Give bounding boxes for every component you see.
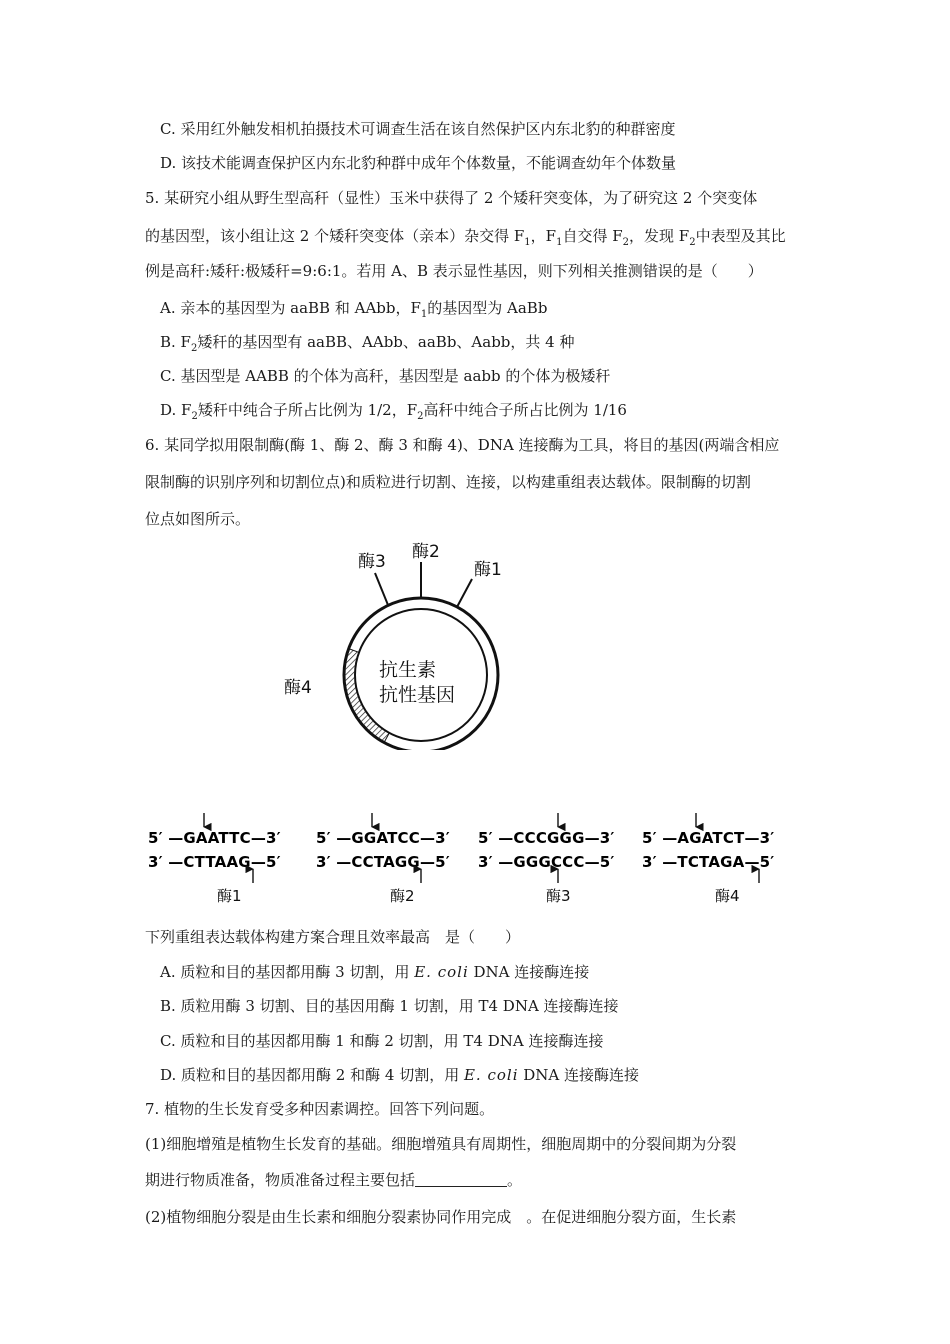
site3-bottom-seq: GGGCCC <box>513 853 585 871</box>
site3-top-seq: CCCGGG <box>513 829 585 847</box>
svg-text:3′ —CCTAGG—5′ <box>316 853 450 871</box>
restriction-sites-diagram <box>140 805 810 910</box>
q6-option-c: C. 质粒和目的基因都用酶 1 和酶 2 切割，用 T4 DNA 连接酶连接 <box>160 1032 604 1050</box>
q4-option-c: C. 采用红外触发相机拍摄技术可调查生活在该自然保护区内东北豹的种群密度 <box>160 120 676 138</box>
svg-text:5′ —GGATCC—3′ <box>316 829 450 847</box>
site2-top-seq: GGATCC <box>351 829 420 847</box>
site1-bottom-left: 3′ — <box>148 853 184 871</box>
answer-blank[interactable] <box>415 1171 507 1187</box>
site2-bottom-left: 3′ — <box>316 853 352 871</box>
site3-top-right: —3′ <box>584 829 615 847</box>
site1-bottom-right: —5′ <box>250 853 281 871</box>
q6-option-a: A. 质粒和目的基因都用酶 3 切割，用 E. coli DNA 连接酶连接 <box>160 963 590 981</box>
svg-text:3′ —GGGCCC—5′ <box>478 853 615 871</box>
site-enzyme3 <box>478 813 615 905</box>
q6-stem-line3: 位点如图所示。 <box>145 510 251 528</box>
site4-top-right: —3′ <box>744 829 775 847</box>
enzyme3-site-line <box>375 573 388 605</box>
q6-stem-line1: 6. 某同学拟用限制酶(酶 1、酶 2、酶 3 和酶 4)、DNA 连接酶为工具，将目的基因(两端含相应 <box>145 436 780 454</box>
site1-top-left: 5′ — <box>148 829 184 847</box>
q7-part1-line2: 期进行物质准备，物质准备过程主要包括 。 <box>145 1171 523 1189</box>
site2-label: 酶2 <box>390 887 415 905</box>
site2-bottom-seq: CCTAGG <box>351 853 420 871</box>
plasmid-label-enzyme4: 酶4 <box>284 678 312 698</box>
site3-top-left: 5′ — <box>478 829 514 847</box>
svg-text:5′ —CCCGGG—3′ <box>478 829 615 847</box>
q5-option-d: D. $F_2$矮秆中纯合子所占比例为 1/2，$F_2$高秆中纯合子所占比例为 1/16 <box>160 401 627 422</box>
site1-bottom-seq: CTTAAG <box>183 853 251 871</box>
site4-bottom-left: 3′ — <box>642 853 678 871</box>
site2-bottom-right: —5′ <box>419 853 450 871</box>
site2-top-right: —3′ <box>419 829 450 847</box>
q5-stem-line1: 5. 某研究小组从野生型高秆（显性）玉米中获得了 2 个矮秆突变体，为了研究这 2 个突变体 <box>145 189 758 207</box>
svg-text:5′ —AGATCT—3′ <box>642 829 774 847</box>
site1-label: 酶1 <box>217 887 242 905</box>
site-enzyme2 <box>316 813 450 905</box>
q6-option-b: B. 质粒用酶 3 切割、目的基因用酶 1 切割，用 T4 DNA 连接酶连接 <box>160 997 619 1015</box>
plasmid-diagram <box>270 535 530 750</box>
q6-question: 下列重组表达载体构建方案合理且效率最高 是（ ） <box>145 928 521 946</box>
site3-label: 酶3 <box>546 887 571 905</box>
q5-stem-line2: 的基因型，该小组让这 2 个矮秆突变体（亲本）杂交得 $F_1$，$F_1$自交得 $F_2$，发现 $F_2$中表型及其比 <box>145 227 786 248</box>
svg-text:3′ —TCTAGA—5′ <box>642 853 774 871</box>
q6-option-a-ecoli: E. coli <box>414 963 469 981</box>
site4-bottom-right: —5′ <box>744 853 775 871</box>
q5-option-b: B. $F_2$矮秆的基因型有 aaBB、AAbb、aaBb、Aabb，共 4 种 <box>160 333 575 354</box>
plasmid-gene-label-line2: 抗性基因 <box>379 684 456 706</box>
site-enzyme1 <box>148 813 281 905</box>
plasmid-label-enzyme1: 酶1 <box>474 560 502 580</box>
enzyme1-site-line <box>457 579 472 607</box>
q7-part2-line1: (2)植物细胞分裂是由生长素和细胞分裂素协同作用完成 。在促进细胞分裂方面，生长素 <box>145 1208 737 1226</box>
plasmid-label-enzyme3: 酶3 <box>358 552 386 572</box>
site3-bottom-right: —5′ <box>584 853 615 871</box>
site2-top-left: 5′ — <box>316 829 352 847</box>
site3-bottom-left: 3′ — <box>478 853 514 871</box>
svg-text:3′ —CTTAAG—5′ <box>148 853 281 871</box>
site-enzyme4 <box>642 813 774 905</box>
q5-stem-line3: 例是高秆:矮秆:极矮秆=9:6:1。若用 A、B 表示显性基因，则下列相关推测错误的是（ ） <box>145 262 763 280</box>
plasmid-gene-label-line1: 抗生素 <box>379 659 437 681</box>
q6-option-d: D. 质粒和目的基因都用酶 2 和酶 4 切割，用 E. coli DNA 连接酶连接 <box>160 1066 640 1084</box>
q6-option-d-ecoli: E. coli <box>463 1066 519 1084</box>
site4-top-seq: AGATCT <box>677 829 745 847</box>
q6-stem-line2: 限制酶的识别序列和切割位点)和质粒进行切割、连接，以构建重组表达载体。限制酶的切割 <box>145 473 751 491</box>
q4-option-d: D. 该技术能调查保护区内东北豹种群中成年个体数量，不能调查幼年个体数量 <box>160 154 677 172</box>
plasmid-label-enzyme2: 酶2 <box>412 542 440 562</box>
site4-bottom-seq: TCTAGA <box>677 853 745 871</box>
q7-part1-line1: (1)细胞增殖是植物生长发育的基础。细胞增殖具有周期性，细胞周期中的分裂间期为分裂 <box>145 1135 737 1153</box>
site1-top-seq: GAATTC <box>183 829 251 847</box>
site4-top-left: 5′ — <box>642 829 678 847</box>
svg-text:5′ —GAATTC—3′ <box>148 829 281 847</box>
q5-option-c: C. 基因型是 AABB 的个体为高秆，基因型是 aabb 的个体为极矮秆 <box>160 367 611 385</box>
site4-label: 酶4 <box>715 887 740 905</box>
q7-stem: 7. 植物的生长发育受多种因素调控。回答下列问题。 <box>145 1100 495 1118</box>
q5-option-a: A. 亲本的基因型为 aaBB 和 AAbb，$F_1$的基因型为 AaBb <box>160 299 548 320</box>
site1-top-right: —3′ <box>250 829 281 847</box>
